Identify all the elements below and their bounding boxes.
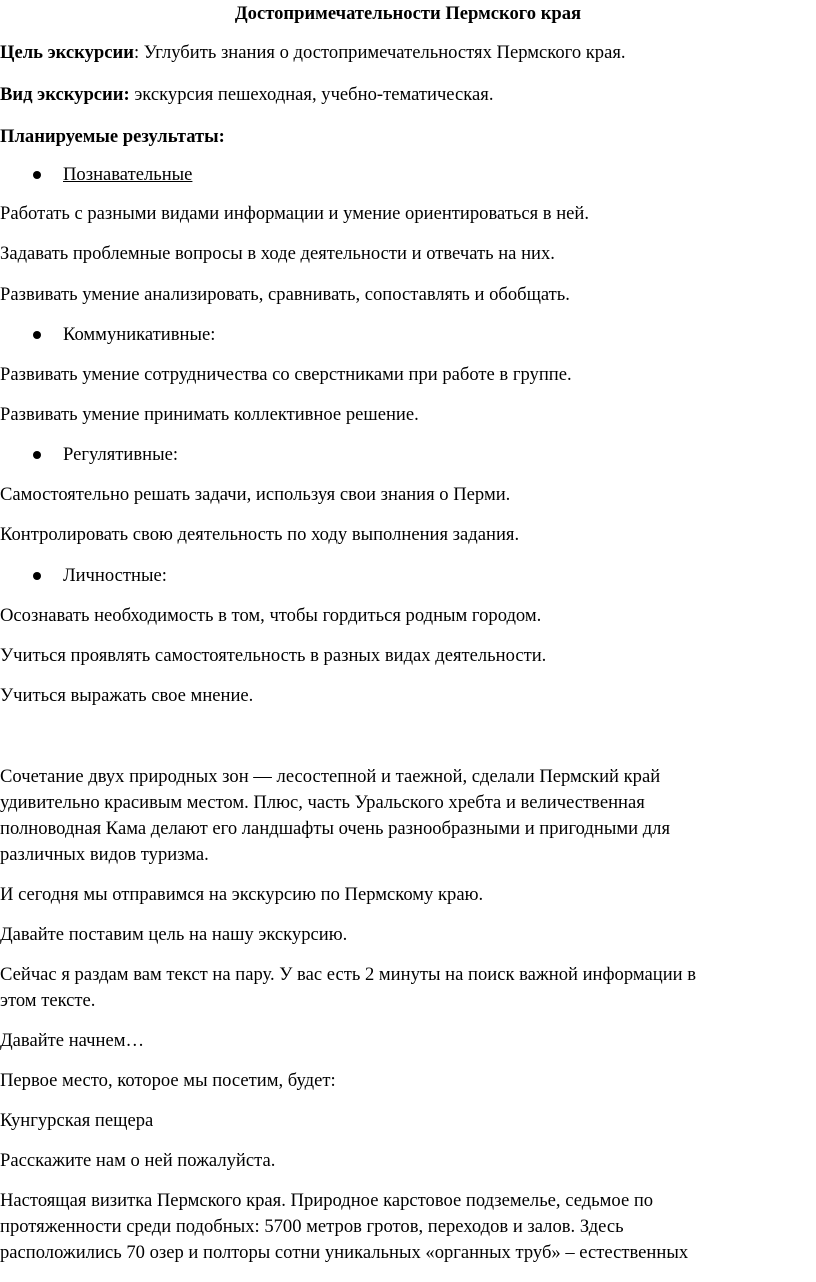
results-heading: Планируемые результаты:: [0, 126, 225, 147]
page-title: Достопримечательности Пермского края: [234, 3, 582, 24]
goal-text: : Углубить знания о достопримечательностях Пермского края.: [133, 42, 626, 63]
paragraph: Давайте начнем…: [0, 1030, 145, 1051]
paragraph: Расскажите нам о ней пожалуйста.: [0, 1150, 276, 1171]
paragraph: Кунгурская пещера: [0, 1110, 154, 1131]
bullet-label: Личностные:: [63, 565, 167, 586]
list-item: Развивать умение анализировать, сравнивать, сопоставлять и обобщать.: [0, 284, 570, 305]
paragraph-line: протяженности среди подобных: 5700 метров гротов, переходов и залов. Здесь: [0, 1216, 624, 1237]
paragraph: И сегодня мы отправимся на экскурсию по Пермскому краю.: [0, 884, 484, 905]
paragraph: Первое место, которое мы посетим, будет:: [0, 1070, 336, 1091]
list-item: Развивать умение принимать коллективное решение.: [0, 404, 419, 425]
list-item: Самостоятельно решать задачи, используя свои знания о Перми.: [0, 484, 511, 505]
type-text: экскурсия пешеходная, учебно-тематическая.: [129, 84, 494, 105]
bullet-label: Коммуникативные:: [63, 324, 216, 345]
paragraph-line: расположились 70 озер и полторы сотни уникальных «органных труб» – естественных: [0, 1242, 689, 1263]
list-item: Контролировать свою деятельность по ходу выполнения задания.: [0, 524, 520, 545]
list-item: Развивать умение сотрудничества со сверстниками при работе в группе.: [0, 364, 572, 385]
type-line: [0, 83, 800, 107]
intro-line: Сочетание двух природных зон — лесостепной и таежной, сделали Пермский край: [0, 766, 661, 787]
bullet-icon: [33, 572, 41, 580]
intro-line: удивительно красивым местом. Плюс, часть Уральского хребта и величественная: [0, 792, 645, 813]
paragraph: Давайте поставим цель на нашу экскурсию.: [0, 924, 348, 945]
paragraph-line: этом тексте.: [0, 990, 96, 1011]
bullet-label: Познавательные: [63, 164, 193, 185]
goal-label: Цель экскурсии: [0, 42, 134, 63]
bullet-icon: [33, 451, 41, 459]
intro-line: полноводная Кама делают его ландшафты очень разнообразными и пригодными для: [0, 818, 670, 839]
paragraph-line: Настоящая визитка Пермского края. Природное карстовое подземелье, седьмое по: [0, 1190, 654, 1211]
list-item: Осознавать необходимость в том, чтобы гордиться родным городом.: [0, 605, 542, 626]
bullet-label: Регулятивные:: [63, 444, 179, 465]
list-item: Учиться проявлять самостоятельность в разных видах деятельности.: [0, 645, 547, 666]
bullet-icon: [33, 171, 41, 179]
intro-line: различных видов туризма.: [0, 844, 209, 865]
goal-line: [0, 41, 800, 65]
list-item: Учиться выражать свое мнение.: [0, 685, 254, 706]
bullet-icon: [33, 331, 41, 339]
list-item: Работать с разными видами информации и умение ориентироваться в ней.: [0, 203, 590, 224]
type-label: Вид экскурсии:: [0, 84, 130, 105]
list-item: Задавать проблемные вопросы в ходе деятельности и отвечать на них.: [0, 243, 555, 264]
paragraph-line: Сейчас я раздам вам текст на пару. У вас есть 2 минуты на поиск важной информации в: [0, 964, 697, 985]
